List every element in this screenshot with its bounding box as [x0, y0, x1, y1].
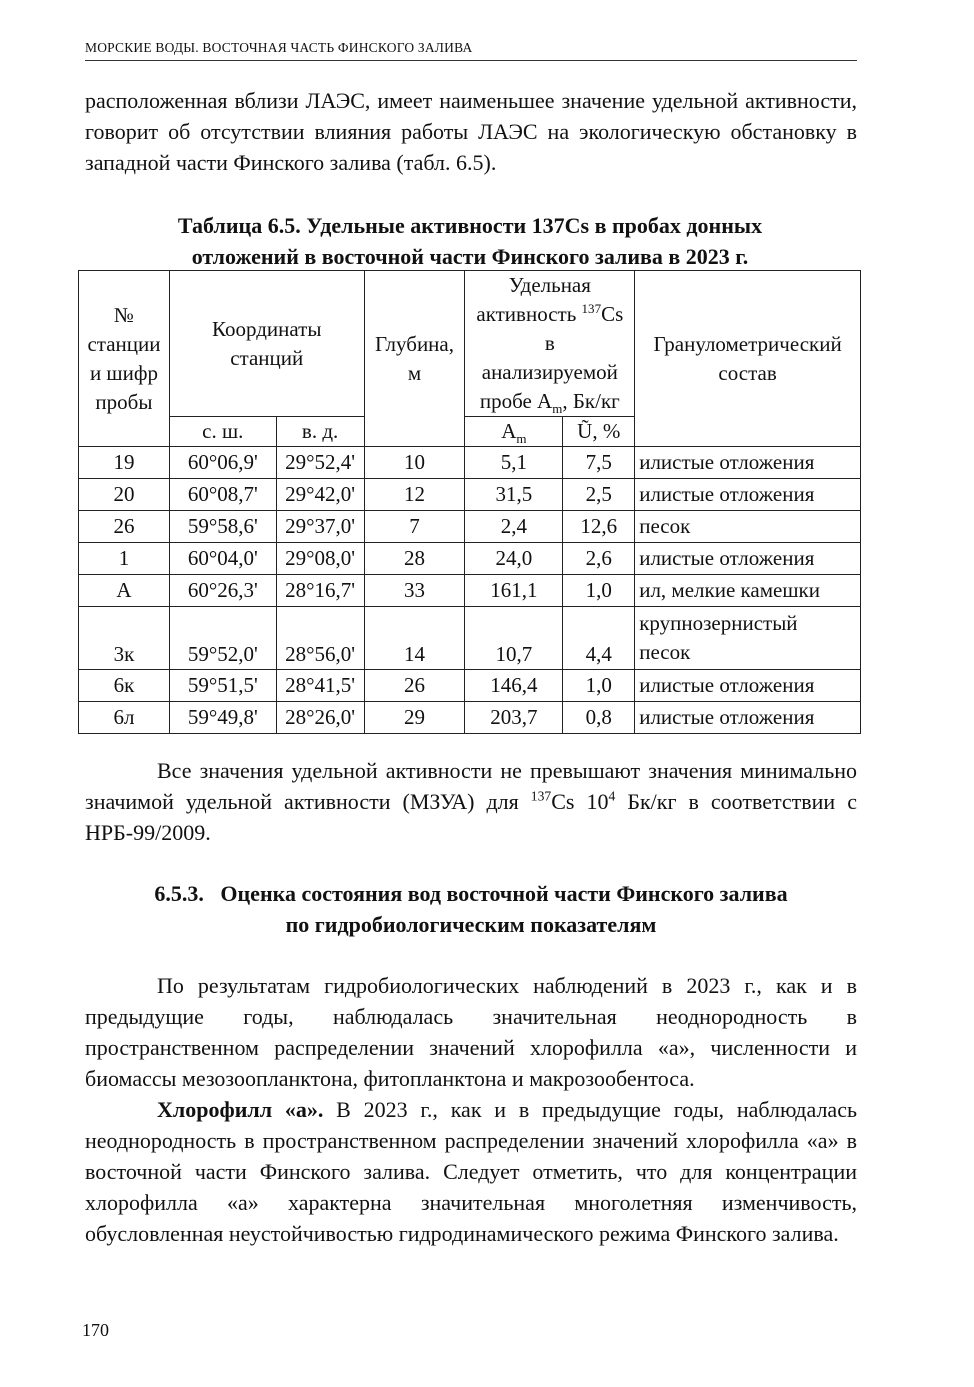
- cell-depth: 7: [364, 511, 465, 543]
- cell-am: 146,4: [465, 670, 563, 702]
- table-caption-line2: отложений в восточной части Финского залива в 2023 г.: [191, 244, 749, 269]
- table-row: [79, 670, 861, 702]
- cell-u: 1,0: [563, 670, 635, 702]
- header-lat: с. ш.: [169, 417, 276, 447]
- cell-lon: 29°52,4': [276, 447, 364, 479]
- section-title-line1: 6.5.3. Оценка состояния вод восточной части Финского залива: [154, 881, 788, 906]
- cell-lat: 60°04,0': [169, 543, 276, 575]
- cell-station: 6л: [79, 702, 170, 734]
- header-u: Ũ, %: [563, 417, 635, 447]
- cell-am: 203,7: [465, 702, 563, 734]
- cell-lon: 29°37,0': [276, 511, 364, 543]
- cell-am: 161,1: [465, 575, 563, 607]
- cell-u: 1,0: [563, 575, 635, 607]
- cell-u: 7,5: [563, 447, 635, 479]
- cell-am: 24,0: [465, 543, 563, 575]
- cell-station: 3к: [79, 607, 170, 670]
- cell-depth: 28: [364, 543, 465, 575]
- cell-depth: 33: [364, 575, 465, 607]
- page-number: 170: [82, 1320, 109, 1340]
- cell-lon: 29°08,0': [276, 543, 364, 575]
- cell-station: A: [79, 575, 170, 607]
- table-caption-line1: Таблица 6.5. Удельные активности 137Cs в пробах донных: [177, 213, 763, 238]
- cell-u: 2,5: [563, 479, 635, 511]
- cell-lon: 28°16,7': [276, 575, 364, 607]
- running-head: МОРСКИЕ ВОДЫ. ВОСТОЧНАЯ ЧАСТЬ ФИНСКОГО ЗАЛИВА: [85, 40, 857, 61]
- cell-u: 2,6: [563, 543, 635, 575]
- cell-depth: 12: [364, 479, 465, 511]
- cell-composition: ил, мелкие камешки: [635, 575, 861, 607]
- table-row: [79, 575, 861, 607]
- cell-station: 26: [79, 511, 170, 543]
- cell-am: 5,1: [465, 447, 563, 479]
- table-row: [79, 479, 861, 511]
- intro-paragraph: расположенная вблизи ЛАЭС, имеет наименьшее значение удельной активности, говорит об отсутствии влияния работы ЛАЭС на экологическую обстановку в западной части Финского залива (табл. 6.5).: [85, 88, 857, 175]
- activity-table: [78, 270, 861, 734]
- cell-am: 10,7: [465, 607, 563, 670]
- cell-composition: песок: [635, 511, 861, 543]
- cell-composition: илистые отложения: [635, 543, 861, 575]
- table-header-row: [79, 271, 861, 417]
- cell-station: 20: [79, 479, 170, 511]
- header-granulometry: Гранулометрический состав: [635, 271, 861, 447]
- header-activity: Удельная активность $^{137}$Cs в анализируемой пробе $A_m$, Бк/кг: [465, 271, 635, 417]
- section-title-line2: по гидробиологическим показателям: [285, 912, 657, 937]
- cell-depth: 29: [364, 702, 465, 734]
- cell-lon: 29°42,0': [276, 479, 364, 511]
- cell-u: 4,4: [563, 607, 635, 670]
- cell-u: 0,8: [563, 702, 635, 734]
- cell-station: 19: [79, 447, 170, 479]
- cell-lat: 59°49,8': [169, 702, 276, 734]
- cell-lon: 28°41,5': [276, 670, 364, 702]
- cell-lon: 28°26,0': [276, 702, 364, 734]
- cell-station: 1: [79, 543, 170, 575]
- cell-depth: 26: [364, 670, 465, 702]
- cell-lat: 59°52,0': [169, 607, 276, 670]
- header-lon: в. д.: [276, 417, 364, 447]
- cell-composition: крупнозернистый песок: [635, 607, 861, 670]
- after-table-paragraph: Все значения удельной активности не превышают значения минимально значимой удельной активности (МЗУА) для $^{137}$Cs $10^4$ Бк/кг в соответствии с НРБ-99/2009.: [85, 758, 857, 845]
- table-row: [79, 702, 861, 734]
- table-row: [79, 543, 861, 575]
- cell-composition: илистые отложения: [635, 447, 861, 479]
- table-row: [79, 607, 861, 670]
- table-row: [79, 511, 861, 543]
- section-title: [85, 878, 857, 940]
- cell-am: 2,4: [465, 511, 563, 543]
- cell-composition: илистые отложения: [635, 702, 861, 734]
- table-row: [79, 447, 861, 479]
- chlorophyll-lead: Хлорофилл «а».: [157, 1097, 324, 1122]
- cell-depth: 14: [364, 607, 465, 670]
- table-caption: [80, 210, 860, 272]
- cell-lat: 59°58,6': [169, 511, 276, 543]
- cell-lat: 60°08,7': [169, 479, 276, 511]
- header-depth: Глубина, м: [364, 271, 465, 447]
- header-am: $A_m$: [465, 417, 563, 447]
- cell-lat: 60°06,9': [169, 447, 276, 479]
- cell-u: 12,6: [563, 511, 635, 543]
- cell-depth: 10: [364, 447, 465, 479]
- cell-lon: 28°56,0': [276, 607, 364, 670]
- header-station: № станции и шифр пробы: [79, 271, 170, 447]
- header-coordinates: Координаты станций: [169, 271, 364, 417]
- chlorophyll-paragraph: Хлорофилл «а». В 2023 г., как и в предыдущие годы, наблюдалась неоднородность в пространственном распределении значений хлорофилла «а» в восточной части Финского залива. Следует отметить, что для концентрации хлорофилла «а» характерна значительная многолетняя изменчивость, обусловленная неустойчивостью гидродинамического режима Финского залива.: [85, 1097, 857, 1246]
- cell-composition: илистые отложения: [635, 670, 861, 702]
- hydro-paragraph: По результатам гидробиологических наблюдений в 2023 г., как и в предыдущие годы, наблюдалась значительная неоднородность в пространственном распределении значений хлорофилла «а», численности и биомассы мезозоопланктона, фитопланктона и макрозообентоса.: [85, 973, 857, 1091]
- cell-am: 31,5: [465, 479, 563, 511]
- cell-composition: илистые отложения: [635, 479, 861, 511]
- cell-lat: 59°51,5': [169, 670, 276, 702]
- cell-station: 6к: [79, 670, 170, 702]
- cell-lat: 60°26,3': [169, 575, 276, 607]
